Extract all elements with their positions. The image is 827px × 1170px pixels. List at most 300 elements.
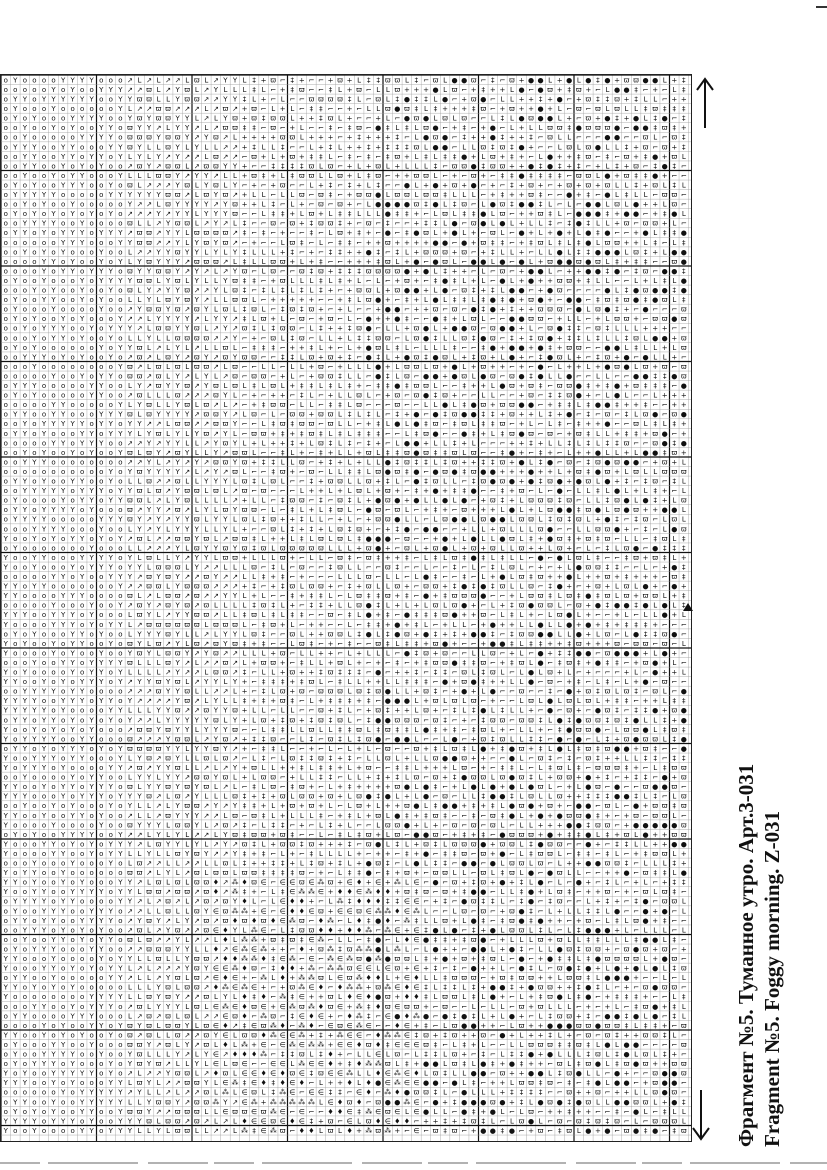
svg-text:ϖ: ϖ [471, 325, 477, 333]
svg-text:●: ● [452, 373, 458, 381]
svg-text:⌐: ⌐ [280, 76, 286, 84]
svg-text:●: ● [366, 602, 372, 610]
svg-text:‡: ‡ [663, 105, 667, 113]
svg-text:‡: ‡ [262, 678, 266, 686]
svg-text:↗: ↗ [156, 735, 162, 743]
svg-text:L: L [243, 411, 247, 419]
svg-text:ϖ: ϖ [146, 411, 152, 419]
svg-text:o: o [61, 688, 65, 696]
svg-text:●: ● [518, 458, 524, 466]
svg-text:o: o [90, 287, 94, 295]
svg-text:Y: Y [22, 382, 28, 390]
svg-text:ϖ: ϖ [232, 640, 238, 648]
svg-text:⌐: ⌐ [490, 105, 496, 113]
svg-text:+: + [547, 649, 553, 657]
svg-text:⌐: ⌐ [280, 220, 286, 228]
svg-text:‡: ‡ [281, 678, 285, 686]
svg-text:ϖ: ϖ [404, 373, 410, 381]
svg-text:ϖ: ϖ [280, 325, 286, 333]
svg-text:Y: Y [60, 162, 66, 170]
svg-text:L: L [625, 468, 629, 476]
svg-text:Y: Y [175, 287, 181, 295]
svg-text:⌐: ⌐ [404, 564, 410, 572]
svg-text:‡: ‡ [491, 420, 495, 428]
svg-text:‡: ‡ [243, 669, 247, 677]
svg-text:⌐: ⌐ [404, 487, 410, 495]
svg-text:●: ● [394, 201, 400, 209]
svg-text:o: o [90, 478, 94, 486]
svg-text:‡: ‡ [482, 306, 486, 314]
svg-text:●: ● [385, 210, 391, 218]
svg-text:L: L [262, 592, 266, 600]
svg-text:⌐: ⌐ [643, 210, 649, 218]
svg-text:‡: ‡ [501, 239, 505, 247]
svg-text:‡: ‡ [567, 649, 571, 657]
svg-text:↗: ↗ [213, 363, 219, 371]
svg-text:o: o [61, 640, 65, 648]
svg-text:‡: ‡ [357, 134, 361, 142]
svg-text:‡: ‡ [634, 267, 638, 275]
svg-text:⌐: ⌐ [385, 182, 391, 190]
svg-text:L: L [567, 353, 571, 361]
svg-text:L: L [414, 573, 418, 581]
svg-text:ϖ: ϖ [662, 124, 668, 132]
svg-text:↗: ↗ [184, 392, 190, 400]
svg-text:ϖ: ϖ [604, 630, 610, 638]
svg-text:⌐: ⌐ [461, 478, 467, 486]
svg-text:o: o [99, 468, 103, 476]
svg-text:ϖ: ϖ [671, 707, 677, 715]
svg-text:ϖ: ϖ [280, 115, 286, 123]
svg-text:L: L [271, 411, 275, 419]
svg-text:o: o [99, 325, 103, 333]
svg-text:o: o [61, 344, 65, 352]
svg-text:L: L [644, 468, 648, 476]
svg-text:Y: Y [155, 525, 161, 533]
svg-text:‡: ‡ [319, 602, 323, 610]
svg-text:●: ● [633, 115, 639, 123]
svg-text:⌐: ⌐ [652, 640, 658, 648]
svg-text:L: L [214, 306, 218, 314]
svg-text:o: o [61, 602, 65, 610]
svg-text:o: o [13, 449, 17, 457]
svg-text:ϖ: ϖ [280, 468, 286, 476]
svg-text:●: ● [404, 267, 410, 275]
svg-text:‡: ‡ [529, 239, 533, 247]
svg-text:‡: ‡ [673, 697, 677, 705]
svg-text:●: ● [681, 258, 687, 266]
svg-text:L: L [386, 86, 390, 94]
svg-text:+: + [347, 105, 353, 113]
svg-text:‡: ‡ [367, 76, 371, 84]
svg-text:↗: ↗ [156, 420, 162, 428]
svg-text:o: o [13, 201, 17, 209]
svg-text:ϖ: ϖ [194, 516, 200, 524]
svg-text:ϖ: ϖ [232, 382, 238, 390]
svg-text:+: + [528, 229, 534, 237]
svg-text:●: ● [432, 201, 438, 209]
svg-text:‡: ‡ [329, 182, 333, 190]
svg-text:ϖ: ϖ [566, 182, 572, 190]
svg-text:⌐: ⌐ [624, 516, 630, 524]
svg-text:⌐: ⌐ [662, 96, 668, 104]
svg-text:Y: Y [108, 621, 114, 629]
svg-text:‡: ‡ [501, 296, 505, 304]
svg-text:‡: ‡ [262, 115, 266, 123]
svg-text:⌐: ⌐ [404, 220, 410, 228]
svg-text:L: L [128, 105, 132, 113]
svg-text:‡: ‡ [271, 420, 275, 428]
svg-text:Y: Y [31, 143, 37, 151]
svg-text:ϖ: ϖ [137, 96, 143, 104]
svg-text:ϖ: ϖ [423, 649, 429, 657]
svg-text:ϖ: ϖ [137, 497, 143, 505]
svg-text:+: + [242, 583, 248, 591]
svg-text:●: ● [366, 535, 372, 543]
svg-text:‡: ‡ [291, 162, 295, 170]
svg-text:ϖ: ϖ [165, 573, 171, 581]
svg-text:o: o [42, 535, 46, 543]
svg-text:●: ● [604, 344, 610, 352]
svg-text:Y: Y [108, 182, 114, 190]
svg-text:L: L [138, 478, 142, 486]
svg-text:o: o [80, 411, 84, 419]
svg-text:‡: ‡ [396, 564, 400, 572]
svg-text:●: ● [471, 401, 477, 409]
svg-text:⌐: ⌐ [394, 296, 400, 304]
svg-text:ϖ: ϖ [519, 544, 525, 552]
svg-text:Y: Y [60, 411, 66, 419]
svg-text:↗: ↗ [232, 229, 238, 237]
svg-text:+: + [280, 296, 286, 304]
svg-text:ϖ: ϖ [318, 411, 324, 419]
svg-text:●: ● [509, 287, 515, 295]
svg-text:ϖ: ϖ [528, 516, 534, 524]
svg-text:+: + [595, 115, 601, 123]
svg-text:⌐: ⌐ [337, 611, 343, 619]
svg-text:‡: ‡ [291, 353, 295, 361]
svg-text:ϖ: ϖ [356, 325, 362, 333]
svg-text:Y: Y [108, 716, 114, 724]
svg-text:⌐: ⌐ [681, 325, 687, 333]
svg-text:Y: Y [222, 162, 228, 170]
svg-text:Y: Y [60, 525, 66, 533]
svg-text:+: + [385, 392, 391, 400]
svg-text:ϖ: ϖ [184, 497, 190, 505]
svg-text:‡: ‡ [443, 153, 447, 161]
svg-text:Y: Y [108, 287, 114, 295]
svg-text:ϖ: ϖ [328, 315, 334, 323]
svg-text:+: + [347, 172, 353, 180]
svg-text:o: o [109, 544, 113, 552]
svg-text:ϖ: ϖ [671, 468, 677, 476]
svg-text:Y: Y [98, 649, 104, 657]
svg-text:Y: Y [50, 411, 56, 419]
svg-text:⌐: ⌐ [585, 678, 591, 686]
svg-text:‡: ‡ [329, 382, 333, 390]
svg-text:⌐: ⌐ [375, 564, 381, 572]
svg-text:+: + [452, 678, 458, 686]
svg-text:Y: Y [50, 716, 56, 724]
svg-text:Y: Y [146, 468, 152, 476]
svg-text:+: + [681, 124, 687, 132]
svg-text:L: L [424, 363, 428, 371]
svg-text:‡: ‡ [443, 191, 447, 199]
svg-text:⌐: ⌐ [308, 191, 314, 199]
svg-text:ϖ: ϖ [671, 573, 677, 581]
svg-text:L: L [223, 716, 227, 724]
svg-text:+: + [328, 640, 334, 648]
svg-text:ϖ: ϖ [175, 191, 181, 199]
svg-text:⌐: ⌐ [289, 315, 295, 323]
svg-text:ϖ: ϖ [137, 239, 143, 247]
svg-text:ϖ: ϖ [222, 621, 228, 629]
svg-text:ϖ: ϖ [480, 726, 486, 734]
svg-text:Y: Y [79, 573, 85, 581]
svg-text:‡: ‡ [252, 583, 256, 591]
svg-text:ϖ: ϖ [480, 401, 486, 409]
svg-text:ϖ: ϖ [499, 267, 505, 275]
svg-text:Y: Y [60, 659, 66, 667]
svg-text:L: L [329, 153, 333, 161]
svg-text:o: o [118, 439, 122, 447]
svg-text:o: o [13, 239, 17, 247]
svg-text:ϖ: ϖ [423, 172, 429, 180]
svg-text:L: L [395, 439, 399, 447]
svg-text:L: L [577, 487, 581, 495]
svg-text:L: L [300, 210, 304, 218]
svg-text:Y: Y [175, 201, 181, 209]
svg-text:L: L [529, 621, 533, 629]
svg-text:‡: ‡ [501, 707, 505, 715]
svg-text:‡: ‡ [434, 611, 438, 619]
svg-text:⌐: ⌐ [242, 210, 248, 218]
svg-text:⌐: ⌐ [671, 688, 677, 696]
svg-text:ϖ: ϖ [576, 344, 582, 352]
svg-text:Y: Y [3, 726, 9, 734]
svg-text:‡: ‡ [673, 229, 677, 237]
svg-text:●: ● [423, 726, 429, 734]
svg-text:ϖ: ϖ [461, 669, 467, 677]
svg-text:L: L [204, 76, 208, 84]
svg-text:⌐: ⌐ [671, 621, 677, 629]
svg-text:‡: ‡ [529, 573, 533, 581]
svg-text:o: o [118, 554, 122, 562]
svg-text:Y: Y [12, 191, 18, 199]
svg-text:ϖ: ϖ [528, 392, 534, 400]
svg-text:+: + [509, 487, 515, 495]
svg-text:Y: Y [3, 592, 9, 600]
svg-text:Y: Y [108, 267, 114, 275]
svg-text:‡: ‡ [634, 182, 638, 190]
svg-text:+: + [471, 458, 477, 466]
svg-text:Y: Y [184, 115, 190, 123]
svg-text:‡: ‡ [281, 716, 285, 724]
svg-text:⌐: ⌐ [394, 334, 400, 342]
svg-text:↗: ↗ [156, 497, 162, 505]
svg-text:●: ● [461, 239, 467, 247]
svg-text:+: + [423, 697, 429, 705]
svg-text:o: o [4, 86, 8, 94]
svg-text:↗: ↗ [184, 306, 190, 314]
svg-text:L: L [510, 86, 514, 94]
svg-text:ϖ: ϖ [547, 258, 553, 266]
svg-text:L: L [166, 401, 170, 409]
svg-text:ϖ: ϖ [366, 191, 372, 199]
svg-text:+: + [442, 229, 448, 237]
svg-text:ϖ: ϖ [423, 124, 429, 132]
svg-text:L: L [204, 525, 208, 533]
svg-text:+: + [280, 153, 286, 161]
svg-text:o: o [42, 162, 46, 170]
svg-text:L: L [195, 182, 199, 190]
svg-text:Y: Y [117, 602, 123, 610]
svg-text:ϖ: ϖ [203, 229, 209, 237]
svg-text:Y: Y [69, 640, 75, 648]
svg-text:⌐: ⌐ [499, 373, 505, 381]
svg-text:L: L [348, 659, 352, 667]
svg-text:+: + [413, 630, 419, 638]
svg-text:Y: Y [213, 248, 219, 256]
svg-text:‡: ‡ [510, 334, 514, 342]
svg-text:Y: Y [12, 630, 18, 638]
svg-text:ϖ: ϖ [681, 363, 687, 371]
svg-text:+: + [308, 248, 314, 256]
svg-text:o: o [80, 248, 84, 256]
svg-text:L: L [166, 430, 170, 438]
svg-text:o: o [90, 315, 94, 323]
svg-text:Y: Y [127, 191, 133, 199]
svg-text:L: L [233, 525, 237, 533]
svg-text:⌐: ⌐ [595, 134, 601, 142]
svg-text:o: o [42, 363, 46, 371]
svg-text:ϖ: ϖ [681, 315, 687, 323]
svg-text:o: o [80, 659, 84, 667]
svg-text:L: L [281, 239, 285, 247]
svg-text:o: o [61, 478, 65, 486]
svg-text:Y: Y [98, 115, 104, 123]
svg-text:‡: ‡ [644, 382, 648, 390]
svg-text:+: + [519, 248, 525, 256]
svg-text:Y: Y [12, 182, 18, 190]
svg-text:L: L [414, 707, 418, 715]
svg-text:o: o [99, 430, 103, 438]
svg-text:L: L [166, 96, 170, 104]
svg-text:ϖ: ϖ [509, 382, 515, 390]
corner-mark [816, 0, 827, 8]
svg-text:‡: ‡ [577, 325, 581, 333]
svg-text:L: L [271, 554, 275, 562]
svg-text:Y: Y [3, 735, 9, 743]
svg-text:Y: Y [175, 669, 181, 677]
svg-text:ϖ: ϖ [203, 258, 209, 266]
svg-text:‡: ‡ [682, 76, 686, 84]
svg-text:●: ● [471, 630, 477, 638]
svg-text:+: + [337, 334, 343, 342]
svg-text:ϖ: ϖ [194, 258, 200, 266]
svg-text:Y: Y [22, 420, 28, 428]
svg-text:+: + [461, 544, 467, 552]
svg-text:L: L [281, 191, 285, 199]
svg-text:ϖ: ϖ [289, 544, 295, 552]
svg-text:o: o [61, 516, 65, 524]
svg-text:●: ● [499, 277, 505, 285]
svg-text:ϖ: ϖ [328, 420, 334, 428]
svg-text:+: + [356, 659, 362, 667]
svg-text:L: L [233, 478, 237, 486]
svg-text:o: o [99, 210, 103, 218]
svg-text:L: L [453, 258, 457, 266]
svg-text:ϖ: ϖ [366, 449, 372, 457]
svg-text:ϖ: ϖ [213, 229, 219, 237]
svg-text:Y: Y [194, 430, 200, 438]
svg-text:●: ● [633, 458, 639, 466]
svg-text:L: L [223, 401, 227, 409]
svg-text:+: + [490, 191, 496, 199]
svg-text:‡: ‡ [558, 239, 562, 247]
svg-text:⌐: ⌐ [509, 726, 515, 734]
svg-text:↗: ↗ [203, 115, 209, 123]
svg-text:+: + [499, 659, 505, 667]
svg-text:⌐: ⌐ [308, 458, 314, 466]
svg-text:ϖ: ϖ [490, 162, 496, 170]
svg-text:+: + [633, 573, 639, 581]
svg-text:L: L [357, 678, 361, 686]
svg-text:L: L [147, 172, 151, 180]
svg-text:⌐: ⌐ [576, 497, 582, 505]
svg-text:o: o [118, 630, 122, 638]
svg-text:Y: Y [41, 583, 47, 591]
svg-text:‡: ‡ [367, 430, 371, 438]
svg-text:+: + [356, 649, 362, 657]
svg-text:ϖ: ϖ [366, 478, 372, 486]
svg-text:L: L [414, 162, 418, 170]
svg-text:ϖ: ϖ [270, 220, 276, 228]
svg-text:o: o [109, 487, 113, 495]
svg-text:●: ● [643, 602, 649, 610]
svg-text:‡: ‡ [615, 258, 619, 266]
svg-text:ϖ: ϖ [394, 191, 400, 199]
svg-text:L: L [567, 554, 571, 562]
svg-text:L: L [243, 659, 247, 667]
svg-text:L: L [405, 334, 409, 342]
svg-text:⌐: ⌐ [356, 640, 362, 648]
svg-text:Y: Y [98, 630, 104, 638]
svg-text:L: L [271, 248, 275, 256]
svg-text:‡: ‡ [405, 315, 409, 323]
svg-text:⌐: ⌐ [328, 201, 334, 209]
svg-text:+: + [413, 210, 419, 218]
svg-text:⌐: ⌐ [261, 525, 267, 533]
svg-text:●: ● [538, 296, 544, 304]
svg-text:L: L [262, 669, 266, 677]
svg-text:o: o [90, 258, 94, 266]
svg-text:+: + [347, 86, 353, 94]
svg-text:⌐: ⌐ [471, 267, 477, 275]
svg-text:⌐: ⌐ [595, 191, 601, 199]
svg-text:Y: Y [127, 487, 133, 495]
svg-text:‡: ‡ [376, 382, 380, 390]
svg-text:●: ● [671, 267, 677, 275]
svg-text:ϖ: ϖ [375, 162, 381, 170]
svg-text:●: ● [404, 353, 410, 361]
svg-text:↗: ↗ [127, 602, 133, 610]
svg-text:+: + [547, 277, 553, 285]
svg-text:‡: ‡ [491, 76, 495, 84]
svg-text:‡: ‡ [462, 573, 466, 581]
svg-text:ϖ: ϖ [633, 554, 639, 562]
svg-text:o: o [70, 392, 74, 400]
